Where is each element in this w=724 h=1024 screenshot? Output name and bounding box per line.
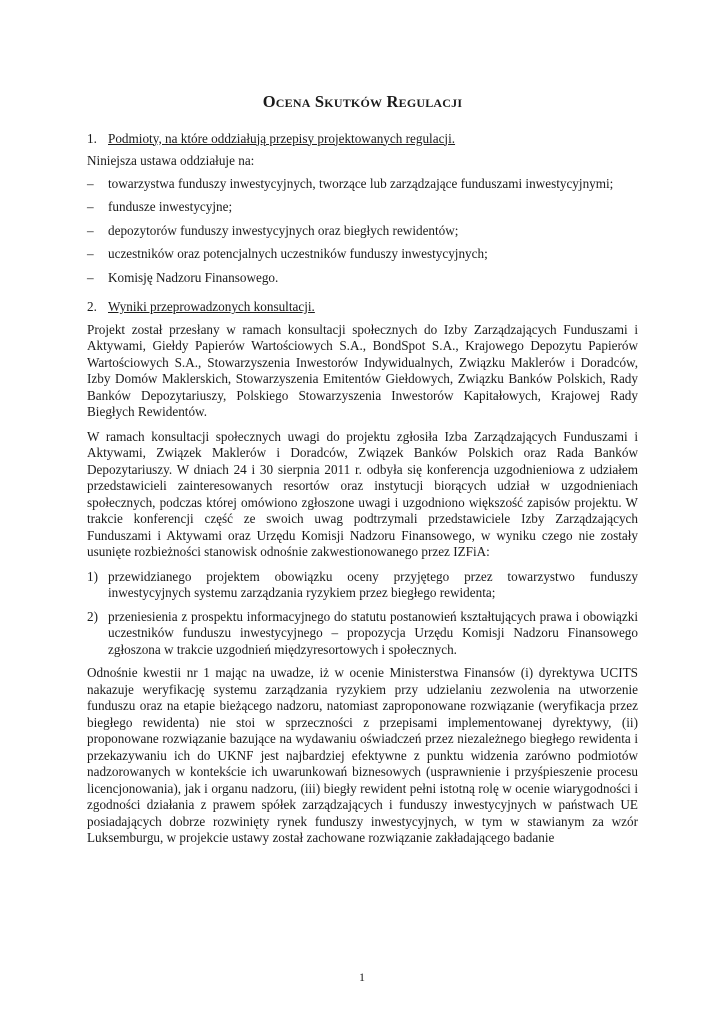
dash-marker: – [87,175,94,191]
section-2-title: Wyniki przeprowadzonych konsultacji. [108,299,315,314]
list-item-text: fundusze inwestycyjne; [108,199,233,214]
consultation-remarks-paragraph: W ramach konsultacji społecznych uwagi do projektu zgłosiła Izba Zarządzających Funduszami i Aktywami, Związek Maklerów i Doradców, Związek Banków Polskich oraz Rada Banków Depozytariuszy. W dniach 24 i 30 sierpnia 2011 r. odbyła się konferencja uzgodnieniowa z udziałem przedstawicieli zainteresowanych resortów oraz instytucji biorących udział w uzgodnieniach społecznych, podczas której omówiono zgłoszone uwagi i uzgodniono większość zapisów projektu. W trakcie konferencji część ze swoich uwag podtrzymali przedstawiciele Izby Zarządzających Funduszami i Aktywami oraz Urzędu Komisji Nadzoru Finansowego, w wyniku czego nie zostały usunięte rozbieżności stanowisk odnośnie zakwestionowanego przez IZFiA: [87,428,638,559]
issue-1-discussion-paragraph: Odnośnie kwestii nr 1 mając na uwadze, iż w ocenie Ministerstwa Finansów (i) dyrektywa UCITS nakazuje weryfikację systemu zarządzania ryzykiem przy udzielaniu zezwolenia na utworzenie funduszu oraz na etapie bieżącego nadzoru, natomiast zaproponowane rozwiązanie (weryfikacja przez biegłego rewidenta) nie stoi w sprzeczności z przepisami implementowanej dyrektywy, (ii) proponowane rozwiązanie bazujące na wydawaniu oświadczeń przez niezależnego biegłego rewidenta i przekazywaniu ich do UKNF jest najbardziej efektywne z punktu widzenia zarówno podmiotów nadzorowanych w kontekście ich uwarunkowań biznesowych (usprawnienie i przyśpieszenie procesu licencjonowania), jak i organu nadzoru, (iii) biegły rewident pełni istotną rolę w ocenie wiarygodności i zgodności działania z prawem spółek zarządzających i funduszy inwestycyjnych w państwach UE posiadających dobrze rozwinięty rynek funduszy inwestycyjnych, w tym w stawianym za wzór Luksemburgu, w projekcie ustawy został zachowane rozwiązanie zakładającego badanie [87,665,638,845]
number-marker: 2) [87,608,98,624]
dash-marker: – [87,269,94,285]
dash-marker: – [87,222,94,238]
list-item [87,609,638,659]
dash-marker: – [87,246,94,261]
list-item [87,270,638,287]
list-item-text: uczestników oraz potencjalnych uczestników funduszy inwestycyjnych; [108,246,488,261]
list-item [87,246,638,263]
disputed-issues-list [87,569,638,659]
list-item [87,176,638,193]
dash-marker: – [87,199,94,214]
list-item [87,199,638,216]
list-item-text: depozytorów funduszy inwestycyjnych oraz biegłych rewidentów; [108,222,459,238]
number-marker: 1) [87,568,98,584]
section-1-number: 1. [87,130,97,146]
document-title: Ocena Skutków Regulacji [262,92,463,111]
affected-entities-list [87,176,638,287]
list-item [87,569,638,602]
section-1-title: Podmioty, na które oddziałują przepisy projektowanych regulacji. [108,130,456,146]
document-page [87,94,638,855]
list-item [87,223,638,240]
list-item-text: przewidzianego projektem obowiązku oceny przyjętego przez towarzystwo funduszy inwestycyjnych systemu zarządzania ryzykiem przez biegłego rewidenta; [108,568,638,600]
section-1-intro: Niniejsza ustawa oddziałuje na: [87,153,255,168]
section-2-number: 2. [87,299,97,314]
list-item-text: Komisję Nadzoru Finansowego. [108,269,279,285]
list-item-text: przeniesienia z prospektu informacyjnego do statutu postanowień kształtujących prawa i obowiązki uczestników funduszu inwestycyjnego – propozycja Urzędu Komisji Nadzoru Finansowego zgłoszona w trakcie uzgodnień międzyresortowych i społecznych. [108,608,638,657]
section-1-heading [87,131,638,148]
section-2-heading [87,299,638,316]
list-item-text: towarzystwa funduszy inwestycyjnych, tworzące lub zarządzające funduszami inwestycyjnymi; [108,175,614,191]
consultation-paragraph: Projekt został przesłany w ramach konsultacji społecznych do Izby Zarządzających Funduszami i Aktywami, Giełdy Papierów Wartościowych S.A., BondSpot S.A., Krajowego Depozytu Papierów Wartościowych S.A., Stowarzyszenia Inwestorów Indywidualnych, Związku Maklerów i Doradców, Izby Domów Maklerskich, Stowarzyszenia Emitentów Giełdowych, Związku Banków Polskich, Rady Banków Depozytariuszy, Polskiego Stowarzyszenia Inwestorów Kapitałowych, Krajowej Rady Biegłych Rewidentów. [87,321,638,419]
page-number: 1 [359,970,365,984]
